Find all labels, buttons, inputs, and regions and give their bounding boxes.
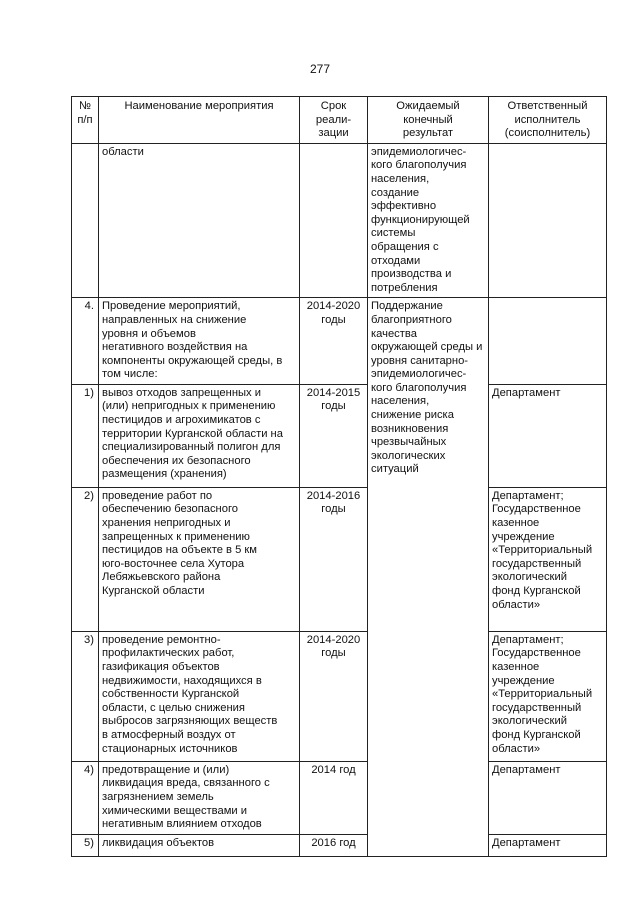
table-row xyxy=(72,487,607,631)
row-name: предотвращение и (или) ликвидация вреда, связанного с загрязнением земель химическими веществами и негативным влиянием отходов xyxy=(99,761,300,834)
row-executor xyxy=(489,143,607,298)
row-term: 2014 год xyxy=(300,761,368,834)
row-result: Поддержание благоприятного качества окружающей среды и уровня санитарно- эпидемиологичес- кого благополучия населения, снижение риска возникновения чрезвычайных экологических ситуаций xyxy=(368,298,489,857)
row-name: проведение работ по обеспечению безопасного хранения непригодных и запрещенных к применению пестицидов на объекте в 5 км юго-восточнее села Хутора Лебяжьевского района Курганской области xyxy=(99,487,300,631)
row-executor: Департамент; Государственное казенное учреждение «Территориальный государственный экологический фонд Курганской области» xyxy=(489,631,607,761)
row-term xyxy=(300,143,368,298)
row-num: 1) xyxy=(72,384,99,487)
row-term: 2014-2020 годы xyxy=(300,631,368,761)
header-result: Ожидаемый конечный результат xyxy=(368,97,489,144)
table-row xyxy=(72,631,607,761)
row-num: 4. xyxy=(72,298,99,385)
table-header-row xyxy=(72,97,607,144)
table-row xyxy=(72,384,607,487)
table-row xyxy=(72,834,607,856)
table-row xyxy=(72,761,607,834)
header-num: № п/п xyxy=(72,97,99,144)
row-num xyxy=(72,143,99,298)
row-name: Проведение мероприятий, направленных на снижение уровня и объемов негативного воздействия на компоненты окружающей среды, в том числе: xyxy=(99,298,300,385)
row-name: области xyxy=(99,143,300,298)
row-executor: Департамент xyxy=(489,834,607,856)
header-executor: Ответственный исполнитель (соисполнитель) xyxy=(489,97,607,144)
row-executor: Департамент; Государственное казенное учреждение «Территориальный государственный экологический фонд Курганской области» xyxy=(489,487,607,631)
row-name: проведение ремонтно- профилактических работ, газификация объектов недвижимости, находящихся в собственности Курганской области, с целью снижения выбросов загрязняющих веществ в атмосферный воздух от стационарных источников xyxy=(99,631,300,761)
row-term: 2014-2015 годы xyxy=(300,384,368,487)
row-term: 2014-2020 годы xyxy=(300,298,368,385)
measures-table xyxy=(71,96,607,857)
header-name: Наименование мероприятия xyxy=(99,97,300,144)
row-term: 2014-2016 годы xyxy=(300,487,368,631)
page-number: 277 xyxy=(309,62,331,76)
table-row xyxy=(72,298,607,385)
header-term: Срок реали- зации xyxy=(300,97,368,144)
row-num: 5) xyxy=(72,834,99,856)
row-num: 4) xyxy=(72,761,99,834)
row-name: ликвидация объектов xyxy=(99,834,300,856)
row-name: вывоз отходов запрещенных и (или) непригодных к применению пестицидов и агрохимикатов с территории Курганской области на специализированный полигон для обеспечения их безопасного размещения (хранения) xyxy=(99,384,300,487)
table-row xyxy=(72,143,607,298)
row-num: 2) xyxy=(72,487,99,631)
row-num: 3) xyxy=(72,631,99,761)
row-result: эпидемиологичес- кого благополучия населения, создание эффективно функционирующей системы обращения с отходами производства и потребления xyxy=(368,143,489,298)
row-term: 2016 год xyxy=(300,834,368,856)
row-executor: Департамент xyxy=(489,761,607,834)
row-executor: Департамент xyxy=(489,384,607,487)
row-executor xyxy=(489,298,607,385)
